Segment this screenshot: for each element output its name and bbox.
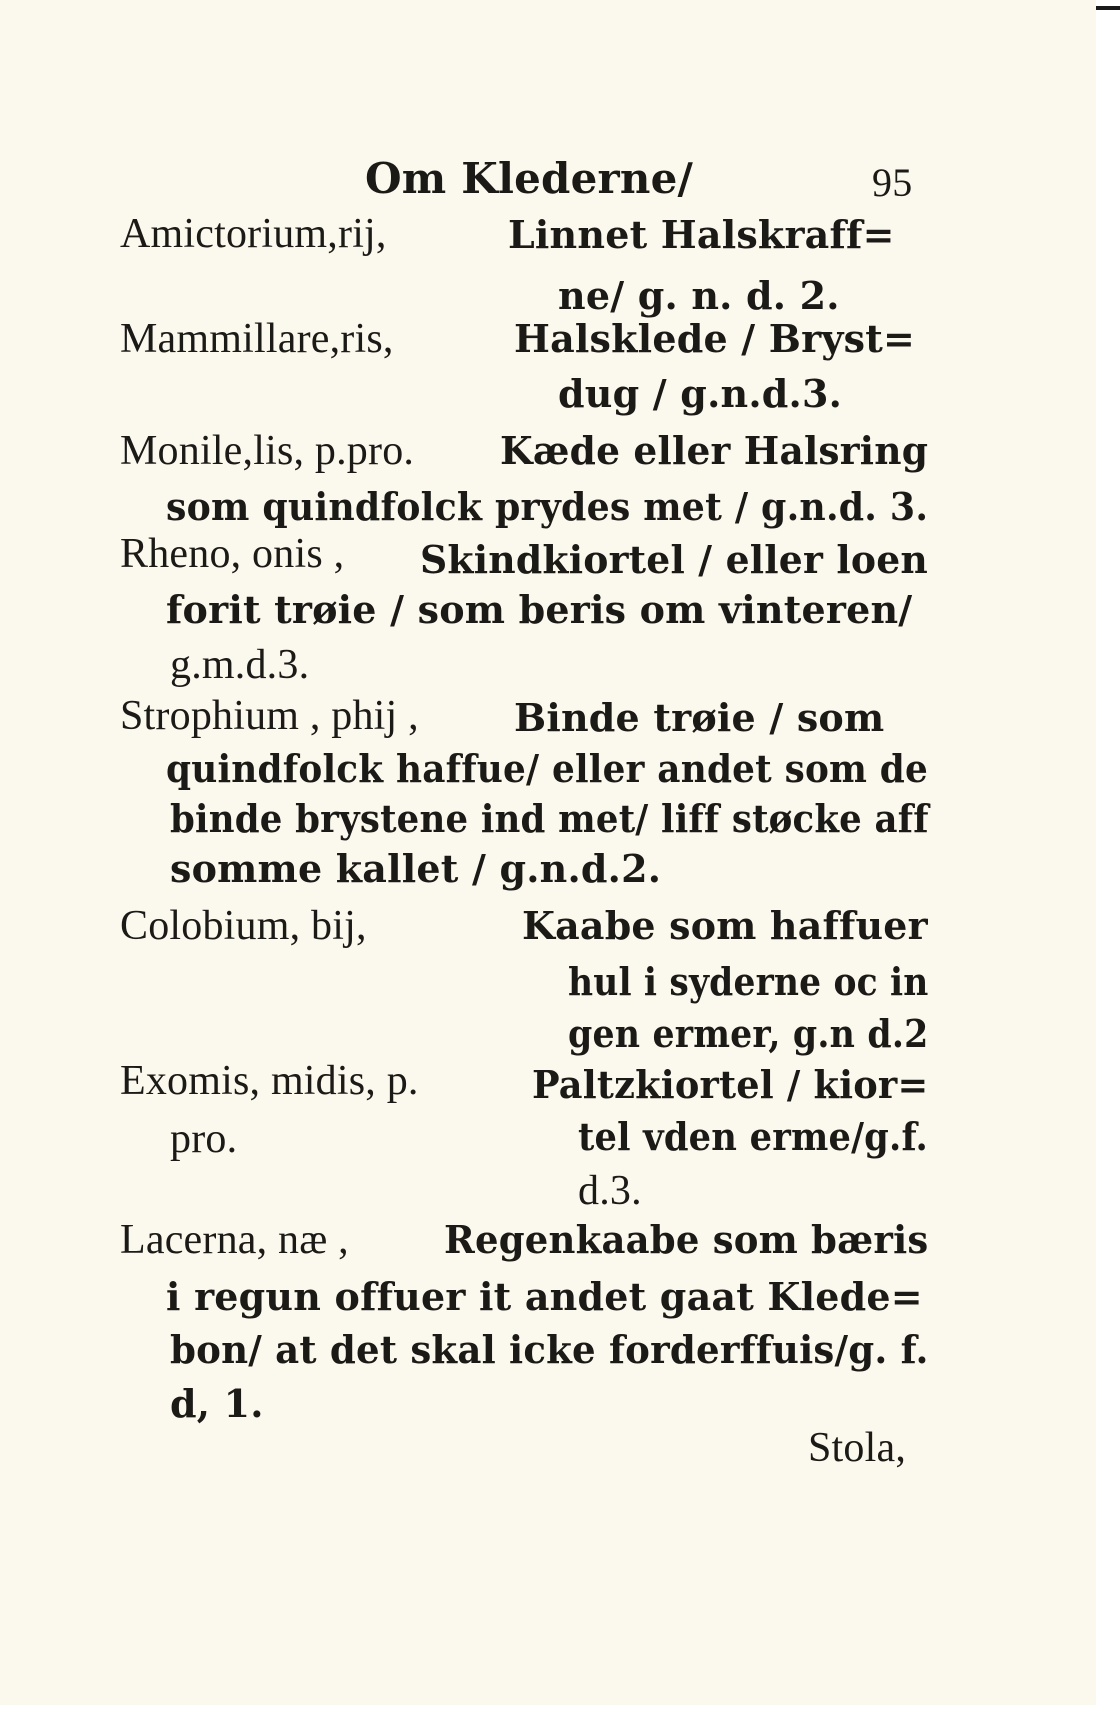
entry-gloss-line: som quindfolck prydes met / g.n.d. 3.: [166, 484, 929, 529]
entry-gloss-line: i regun offuer it andet gaat Klede=: [166, 1274, 923, 1319]
entry-latin: Strophium , phij ,: [120, 693, 419, 739]
entry-gloss-line: Paltzkiortel / kior=: [532, 1062, 929, 1107]
entry-latin: Colobium, bij,: [120, 903, 367, 949]
entry-gloss-line: bon/ at det skal icke forderffuis/g. f.: [170, 1327, 929, 1372]
entry-latin: Mammillare,ris,: [120, 316, 394, 362]
entry-gloss-line: g.m.d.3.: [170, 642, 310, 688]
entry-gloss-line: Skindkiortel / eller loen: [420, 537, 929, 582]
entry-gloss-line: hul i syderne oc in: [568, 959, 929, 1004]
entry-latin: Exomis, midis, p.: [120, 1058, 419, 1104]
entry-latin: Monile,lis, p.pro.: [120, 428, 415, 474]
entry-gloss-line: dug / g.n.d.3.: [558, 371, 843, 416]
page-number: 95: [872, 160, 913, 205]
entry-gloss-line: Regenkaabe som bæris: [444, 1217, 929, 1262]
entry-gloss-line: quindfolck haffue/ eller andet som de: [166, 746, 929, 791]
entry-gloss-line: Halsklede / Bryst=: [514, 316, 915, 361]
catchword: Stola,: [808, 1425, 907, 1471]
entry-gloss-line: forit trøie / som beris om vinteren/: [166, 587, 913, 632]
entry-gloss-line: Kaabe som haffuer: [522, 903, 928, 948]
entry-latin: Rheno, onis ,: [120, 531, 345, 577]
entry-gloss-line: Linnet Halskraff=: [508, 212, 895, 257]
entry-gloss-line: d.3.: [578, 1168, 642, 1214]
entry-latin: Amictorium,rij,: [120, 211, 387, 257]
entry-gloss-line: binde brystene ind met/ liff støcke aff: [170, 796, 929, 841]
entry-gloss-line: ne/ g. n. d. 2.: [558, 273, 840, 318]
entry-gloss-line: Binde trøie / som: [514, 695, 885, 740]
entry-latin-continuation: pro.: [170, 1116, 238, 1162]
entry-latin: Lacerna, næ ,: [120, 1217, 349, 1263]
entry-gloss-line: tel vden erme/g.f.: [578, 1114, 929, 1159]
entry-gloss-line: somme kallet / g.n.d.2.: [170, 846, 662, 891]
entry-gloss-line: gen ermer, g.n d.2: [568, 1011, 929, 1056]
scan-edge-mark: [1096, 6, 1120, 10]
entry-gloss-line: Kæde eller Halsring: [500, 428, 929, 473]
entry-gloss-line: d, 1.: [170, 1381, 264, 1426]
running-title: Om Klederne/: [365, 154, 694, 203]
